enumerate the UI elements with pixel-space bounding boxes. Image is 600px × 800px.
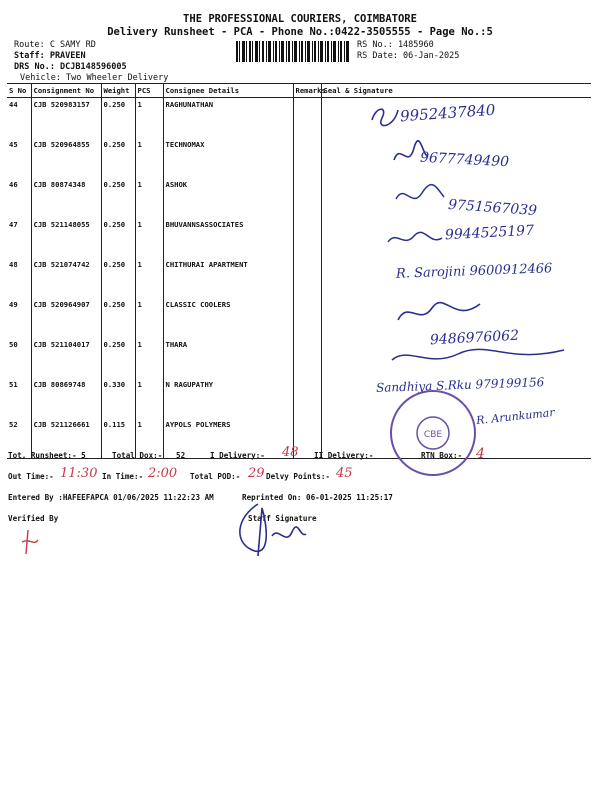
row-remarks [293,258,321,298]
row-weight: 0.250 [101,298,135,338]
row-weight: 0.250 [101,138,135,178]
total-dox-label: Total Dox:- [112,451,163,460]
row-sno: 51 [9,380,18,389]
row-pcs: 1 [135,418,163,459]
stamp-center-text: CBE [423,430,443,440]
handwritten-phone: 9486976062 [429,327,520,349]
rs-number: RS No.: 1485960 [357,40,434,50]
row-consignee: CHITHURAI APARTMENT [163,258,293,298]
row-remarks [293,98,321,139]
row-remarks [293,378,321,418]
staff-label: Staff: PRAVEEN [14,51,86,61]
scribble-signature [394,298,484,328]
row-consignment-no: CJB 521126661 [31,418,101,459]
total-pod-handwritten: 29 [248,466,265,481]
row-sno: 52 [7,418,31,459]
staff-signature-label: Staff Signature [248,514,317,523]
row-remarks [293,178,321,218]
company-seal-stamp [388,388,478,478]
row-consignment-no: CJB 520964855 [31,138,101,178]
delvy-points-label: Delvy Points:- [266,472,331,481]
row-weight: 0.250 [101,178,135,218]
drs-number: DRS No.: DCJB148596005 [14,62,127,72]
row-pcs: 1 [135,338,163,378]
handwritten-phone: R. Sarojini 9600912466 [395,261,553,282]
row-sno: 49 [9,300,18,309]
handwritten-phone: 9751567039 [447,196,538,220]
row-remarks [293,218,321,258]
scribble-signature [368,102,402,130]
staff-signature [228,498,308,560]
row-pcs: 1 [135,378,163,418]
row-consignment-no: CJB 80874348 [31,178,101,218]
handwritten-note: Sandhiya S.Rku 979199156 [375,375,545,395]
row-pcs: 1 [135,98,163,139]
row-consignee: AYPOLS POLYMERS [163,418,293,459]
col-sno: S No [7,84,31,98]
row-remarks [293,298,321,338]
row-sno: 47 [9,220,18,229]
reprinted-on: Reprinted On: 06-01-2025 11:25:17 [242,493,393,502]
col-consignment: Consignment No [31,84,101,98]
in-time-label: In Time:- [102,472,144,481]
row-pcs: 1 [135,258,163,298]
row-consignee: ASHOK [163,178,293,218]
rtn-box-label: RTN Box:- [421,451,463,460]
col-seal-signature: Seal & Signature [321,84,591,98]
company-title: THE PROFESSIONAL COURIERS, COIMBATORE [183,13,417,25]
row-consignee: CLASSIC COOLERS [163,298,293,338]
row-consignment-no: CJB 521104017 [31,338,101,378]
verifier-signature [18,528,42,558]
ii-delivery-label: II Delivery:- [314,451,374,460]
total-runsheet: Tot. Runsheet:- 5 [8,451,86,460]
row-consignee: RAGHUNATHAN [163,98,293,139]
col-pcs: PCS [135,84,163,98]
col-remarks: Remarks [293,84,321,98]
row-consignment-no: CJB 520983157 [31,98,101,139]
vehicle-label: Vehicle: Two Wheeler Delivery [20,73,169,83]
row-consignment-no: CJB 521074742 [31,258,101,298]
total-pod-label: Total POD:- [190,472,241,481]
table-header-row [7,84,591,98]
row-weight: 0.250 [101,258,135,298]
handwritten-phone: 9952437840 [399,100,496,126]
row-sno: 48 [9,260,18,269]
row-consignee: THARA [163,338,293,378]
scribble-signature [390,140,430,172]
row-consignment-no: CJB 80869748 [31,378,101,418]
row-sno: 45 [9,140,18,149]
row-pcs: 1 [135,178,163,218]
scribble-signature [388,342,568,372]
runsheet-subtitle: Delivery Runsheet - PCA - Phone No.:0422-3505555 - Page No.:5 [107,26,493,38]
row-weight: 0.115 [101,418,135,459]
handwritten-name: R. Arunkumar [475,405,556,428]
row-consignment-no: CJB 521148055 [31,218,101,258]
i-delivery-handwritten: 48 [282,445,299,460]
i-delivery-label: I Delivery:- [210,451,265,460]
row-consignee: N RAGUPATHY [163,378,293,418]
rtn-box-handwritten: 4 [476,446,485,462]
out-time-handwritten: 11:30 [60,466,98,481]
row-remarks [293,338,321,378]
rs-date: RS Date: 06-Jan-2025 [357,51,460,61]
row-consignee: TECHNOMAX [163,138,293,178]
in-time-handwritten: 2:00 [148,466,178,481]
row-sno: 50 [9,340,18,349]
table-row [7,98,591,139]
row-weight: 0.330 [101,378,135,418]
handwritten-phone: 9944525197 [444,222,535,244]
row-weight: 0.250 [101,98,135,139]
verified-by-label: Verified By [8,514,59,523]
route-label: Route: C SAMY RD [14,40,96,50]
col-consignee: Consignee Details [163,84,293,98]
scribble-signature [392,183,448,209]
row-pcs: 1 [135,138,163,178]
total-dox-value: 52 [176,451,186,460]
row-consignee: BHUVANNSASSOCIATES [163,218,293,258]
row-pcs: 1 [135,218,163,258]
row-consignment-no: CJB 520964907 [31,298,101,338]
row-pcs: 1 [135,298,163,338]
row-remarks [293,138,321,178]
row-sno: 44 [9,100,18,109]
row-sno: 46 [9,180,18,189]
row-weight: 0.250 [101,218,135,258]
scribble-signature [384,228,444,250]
handwritten-phone: 9677749490 [419,149,510,171]
entered-by: Entered By :HAFEEFAPCA 01/06/2025 11:22:23 AM [8,493,214,502]
barcode-image [236,41,350,62]
delvy-points-handwritten: 45 [336,466,353,481]
out-time-label: Out Time:- [8,472,54,481]
row-weight: 0.250 [101,338,135,378]
col-weight: Weight [101,84,135,98]
